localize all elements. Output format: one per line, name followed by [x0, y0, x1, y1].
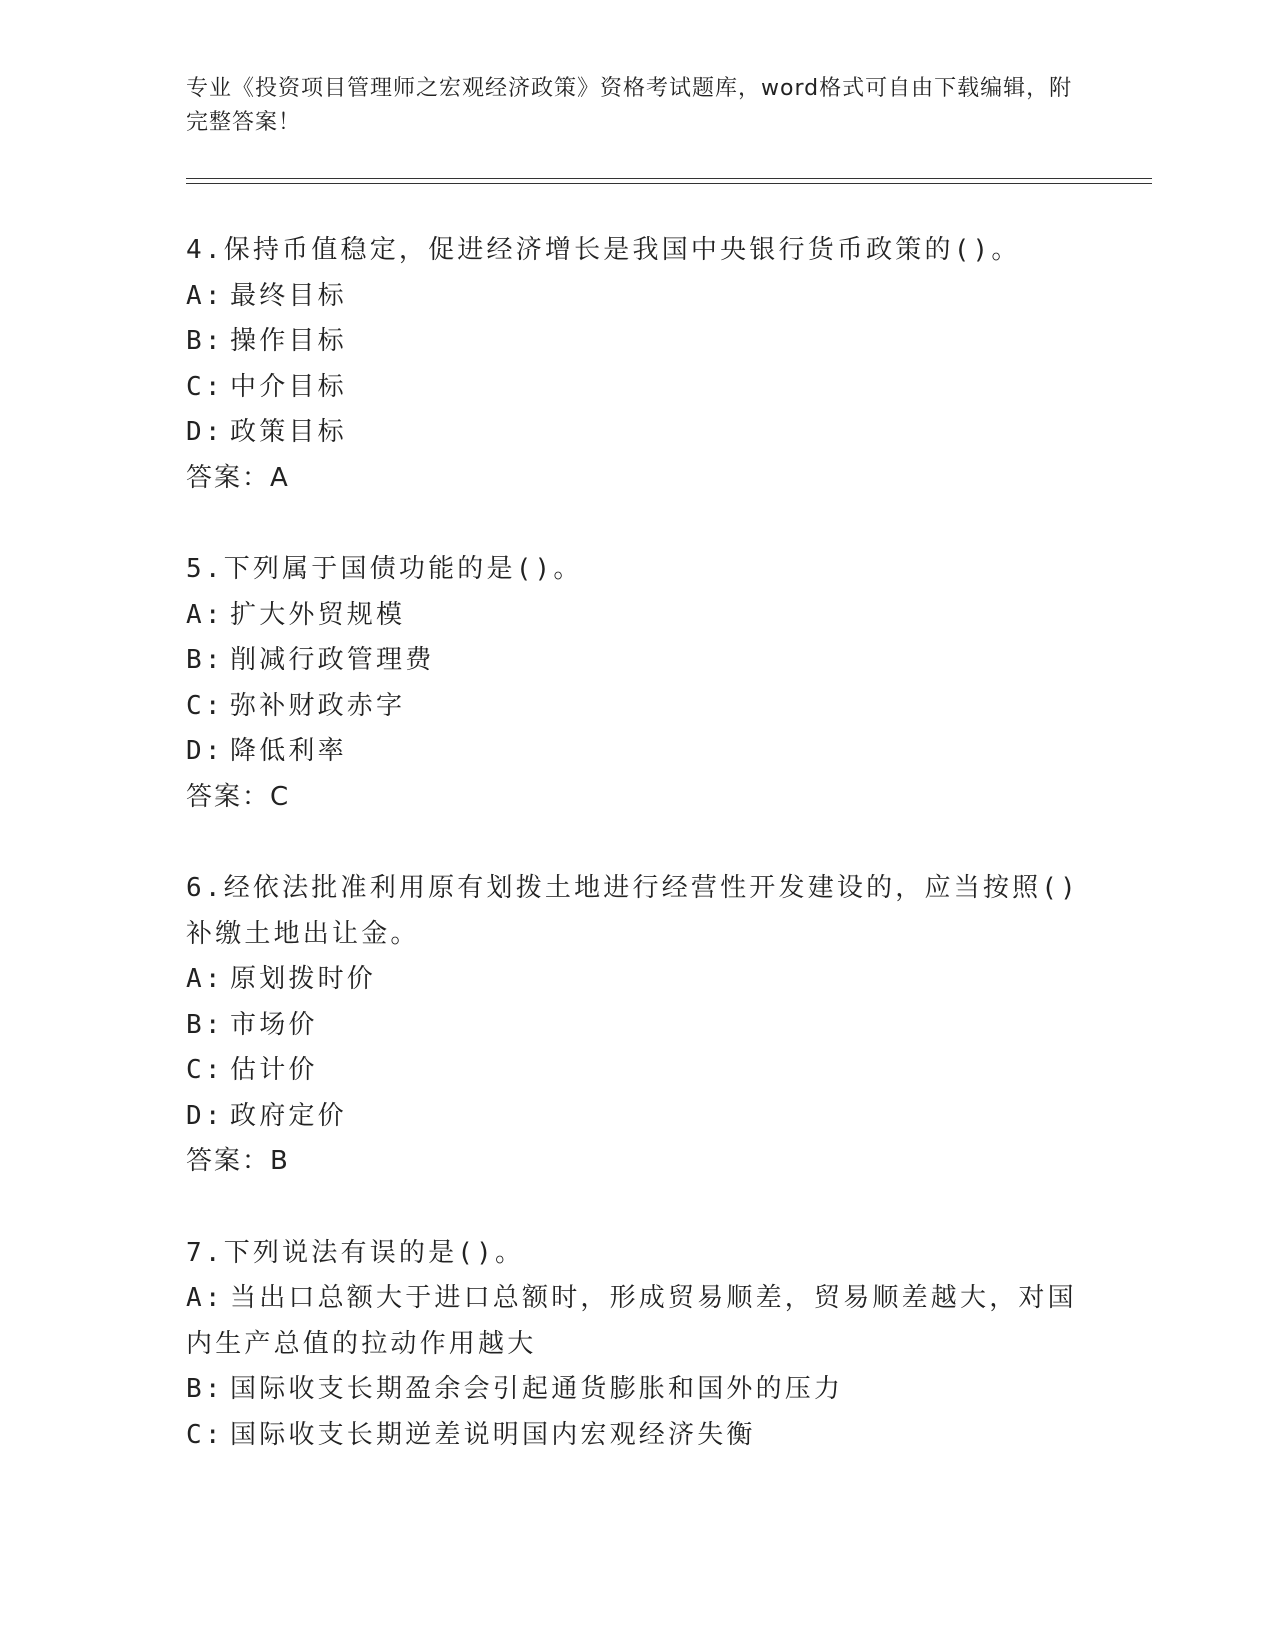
option-b	[186, 1367, 1086, 1413]
option-text: 政府定价	[230, 1100, 347, 1131]
question-stem: 5.下列属于国债功能的是()。	[186, 554, 583, 584]
option-text: 中介目标	[230, 371, 347, 402]
option-d	[186, 729, 1086, 775]
question-stem: 4.保持币值稳定，促进经济增长是我国中央银行货币政策的()。	[186, 235, 1021, 265]
question-list	[186, 228, 1086, 1504]
option-label: A:	[186, 599, 224, 630]
option-c	[186, 1048, 1086, 1094]
option-label: A:	[186, 964, 224, 994]
option-text: 降低利率	[230, 736, 347, 766]
option-c	[186, 1413, 1086, 1459]
option-label: B:	[186, 326, 224, 356]
option-text: 国际收支长期逆差说明国内宏观经济失衡	[230, 1419, 756, 1450]
option-text: 当出口总额大于进口总额时，形成贸易顺差，贸易顺差越大，对国	[230, 1283, 1077, 1313]
option-label: B:	[186, 1374, 224, 1404]
option-a-continued: 内生产总值的拉动作用越大	[186, 1328, 537, 1359]
option-b	[186, 1003, 1086, 1049]
option-d	[186, 410, 1086, 456]
option-label: C:	[186, 371, 224, 402]
option-text: 削减行政管理费	[230, 645, 435, 675]
answer-line: 答案：A	[186, 462, 290, 493]
option-b	[186, 638, 1086, 684]
option-label: A:	[186, 280, 224, 311]
option-text: 最终目标	[230, 280, 347, 311]
option-text: 操作目标	[230, 326, 347, 356]
option-text: 弥补财政赤字	[230, 690, 406, 721]
option-b	[186, 319, 1086, 365]
header-divider-bottom	[186, 183, 1152, 184]
answer-line: 答案：C	[186, 781, 291, 812]
question-stem: 7.下列说法有误的是()。	[186, 1237, 525, 1268]
option-label: B:	[186, 1009, 224, 1040]
option-a	[186, 274, 1086, 320]
option-text: 估计价	[230, 1055, 318, 1085]
option-a	[186, 1276, 1086, 1322]
option-d	[186, 1094, 1086, 1140]
option-label: D:	[186, 736, 224, 766]
option-a	[186, 957, 1086, 1003]
question-4	[186, 228, 1086, 501]
option-text: 原划拨时价	[230, 964, 377, 994]
option-a	[186, 593, 1086, 639]
option-c	[186, 684, 1086, 730]
question-7	[186, 1231, 1086, 1459]
option-label: B:	[186, 645, 224, 675]
option-text: 扩大外贸规模	[230, 599, 406, 630]
option-label: D:	[186, 1100, 224, 1131]
option-text: 国际收支长期盈余会引起通货膨胀和国外的压力	[230, 1374, 844, 1404]
question-stem: 6.经依法批准利用原有划拨土地进行经营性开发建设的，应当按照()	[186, 873, 1080, 903]
option-label: C:	[186, 690, 224, 721]
option-c	[186, 365, 1086, 411]
option-text: 市场价	[230, 1009, 318, 1040]
option-label: D:	[186, 417, 224, 447]
option-text: 政策目标	[230, 417, 347, 447]
option-label: C:	[186, 1419, 224, 1450]
header-divider-top	[186, 178, 1152, 179]
option-label: C:	[186, 1055, 224, 1085]
question-stem-continued: 补缴土地出让金。	[186, 918, 420, 949]
document-header: 专业《投资项目管理师之宏观经济政策》资格考试题库，word格式可自由下载编辑，附完整答案！	[186, 76, 1073, 135]
question-5	[186, 547, 1086, 820]
answer-line: 答案：B	[186, 1146, 290, 1176]
question-6	[186, 866, 1086, 1185]
option-label: A:	[186, 1283, 224, 1313]
